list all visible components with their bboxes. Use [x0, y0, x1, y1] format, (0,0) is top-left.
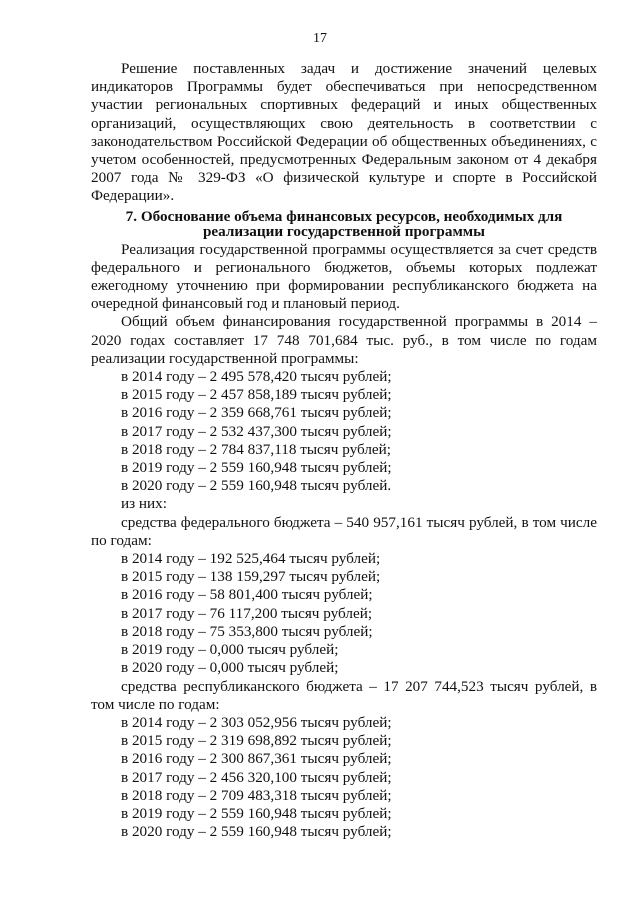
section-heading-line-1: 7. Обоснование объема финансовых ресурсов, необходимых для — [125, 207, 563, 225]
list-item: в 2019 году – 2 559 160,948 тысяч рублей; — [121, 459, 392, 477]
list-item: в 2019 году – 2 559 160,948 тысяч рублей; — [121, 804, 392, 822]
list-item: в 2017 году – 2 456 320,100 тысяч рублей; — [121, 768, 392, 786]
list-item: в 2017 году – 76 117,200 тысяч рублей; — [121, 604, 373, 622]
list-item: в 2016 году – 58 801,400 тысяч рублей; — [121, 586, 373, 604]
list-item: в 2018 году – 2 784 837,118 тысяч рублей; — [121, 440, 392, 458]
republic-funding-by-year-list — [91, 714, 597, 841]
federal-budget-paragraph: средства федерального бюджета – 540 957,161 тысяч рублей, в том числе по годам: — [91, 513, 597, 549]
list-item: в 2019 году – 0,000 тысяч рублей; — [121, 641, 339, 659]
list-item: в 2015 году – 2 457 858,189 тысяч рублей; — [121, 386, 392, 404]
list-item: в 2014 году – 192 525,464 тысяч рублей; — [121, 550, 381, 568]
page-number: 17 — [313, 31, 327, 46]
list-item: в 2018 году – 75 353,800 тысяч рублей; — [121, 622, 373, 640]
list-item: в 2015 году – 2 319 698,892 тысяч рублей; — [121, 732, 392, 750]
list-item: в 2018 году – 2 709 483,318 тысяч рублей; — [121, 786, 392, 804]
republic-budget-paragraph: средства республиканского бюджета – 17 207 744,523 тысяч рублей, в том числе по годам: — [91, 677, 597, 713]
funding-sources-paragraph: Реализация государственной программы осуществляется за счет средств федерального и регионального бюджетов, объемы которых подлежат ежегодному уточнению при формировании республиканского бюджета на очередной финансовый год и плановый период. — [91, 240, 597, 313]
list-item: в 2020 году – 2 559 160,948 тысяч рублей; — [121, 823, 392, 841]
of-which-label: из них: — [121, 495, 167, 513]
federal-funding-by-year-list — [91, 550, 597, 677]
list-item: в 2014 году – 2 495 578,420 тысяч рублей; — [121, 368, 392, 386]
list-item: в 2020 году – 2 559 160,948 тысяч рублей. — [121, 477, 392, 495]
list-item: в 2016 году – 2 359 668,761 тысяч рублей; — [121, 404, 392, 422]
intro-paragraph: Решение поставленных задач и достижение значений целевых индикаторов Программы будет обеспечиваться при непосредственном участии региональных спортивных федераций и иных общественных организаций, осуществляющих свою деятельность в соответствии с законодательством Российской Федерации об общественных объединениях, с учетом особенностей, предусмотренных Федеральным законом от 4 декабря 2007 года № 329-ФЗ «О физической культуре и спорте в Российской Федерации». — [91, 60, 597, 205]
page-content — [91, 60, 597, 841]
total-funding-by-year-list — [91, 368, 597, 514]
list-item: в 2020 году – 0,000 тысяч рублей; — [121, 659, 339, 677]
list-item: в 2016 году – 2 300 867,361 тысяч рублей; — [121, 750, 392, 768]
total-funding-paragraph: Общий объем финансирования государственной программы в 2014 – 2020 годах составляет 17 748 701,684 тыс. руб., в том числе по годам реализации государственной программы: — [91, 313, 597, 367]
list-item: в 2014 году – 2 303 052,956 тысяч рублей; — [121, 713, 392, 731]
section-heading — [91, 209, 597, 239]
section-heading-line-2: реализации государственной программы — [202, 222, 485, 240]
list-item: в 2015 году – 138 159,297 тысяч рублей; — [121, 568, 381, 586]
list-item: в 2017 году – 2 532 437,300 тысяч рублей; — [121, 422, 392, 440]
